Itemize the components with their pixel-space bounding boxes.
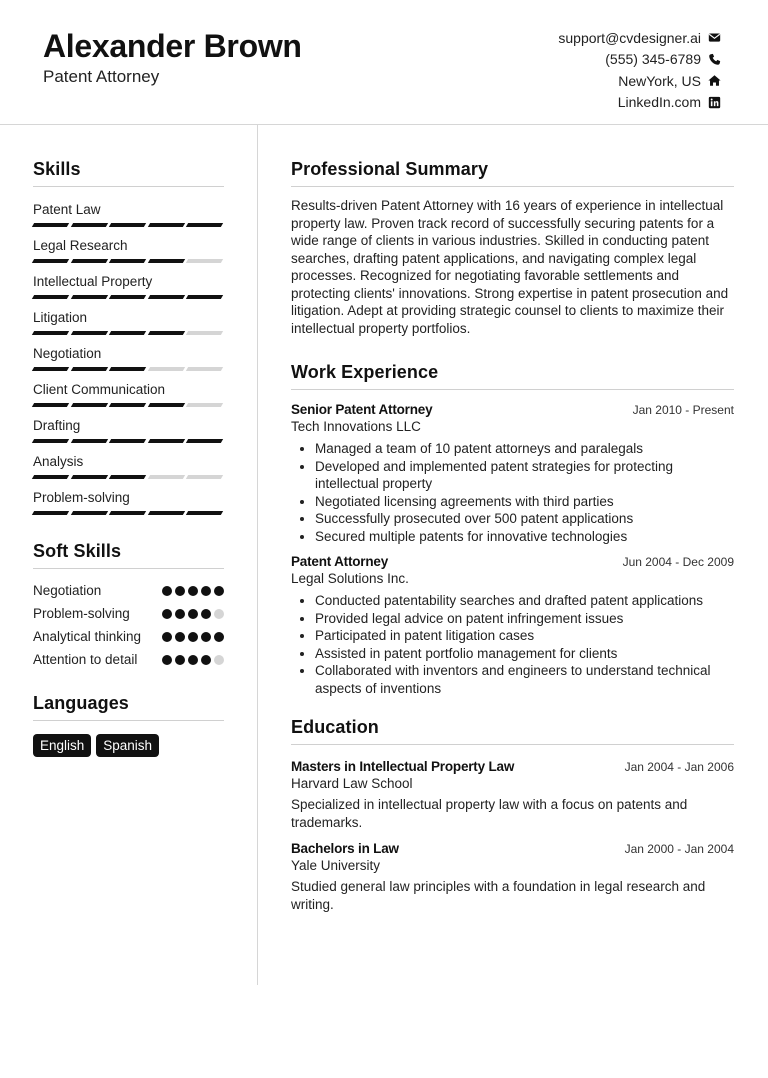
left-column (33, 125, 224, 757)
skill-level-segment (148, 439, 185, 443)
candidate-name: Alexander Brown (43, 28, 302, 64)
soft-skill-level-dot (214, 632, 224, 642)
skill-level-segment (32, 331, 69, 335)
skill-level-segment (70, 367, 107, 371)
contact-location (558, 70, 721, 92)
skill-level-bars (33, 439, 224, 443)
skill-level-bars (33, 295, 224, 299)
summary-section (291, 159, 734, 337)
soft-skill-level-dots (162, 609, 224, 619)
soft-skill-item (33, 605, 224, 623)
skill-level-segment (148, 259, 185, 263)
skill-name: Drafting (33, 418, 81, 433)
soft-skill-level-dot (175, 655, 185, 665)
language-badge: Spanish (96, 734, 159, 757)
right-column (291, 125, 734, 913)
skill-level-segment (186, 295, 223, 299)
work-section (291, 362, 734, 697)
skill-level-segment (70, 439, 107, 443)
education-header (291, 759, 734, 774)
skill-level-segment (32, 403, 69, 407)
soft-skill-level-dot (201, 609, 211, 619)
skill-level-segment (148, 295, 185, 299)
job-entry (291, 554, 734, 697)
skill-level-segment (109, 511, 146, 515)
job-date: Jan 2010 - Present (632, 403, 734, 417)
soft-skill-item (33, 651, 224, 669)
job-bullet: • Provided legal advice on patent infringement issues (315, 610, 734, 628)
job-bullets (291, 592, 734, 697)
skill-level-segment (148, 223, 185, 227)
skill-level-bars (33, 511, 224, 515)
job-entry (291, 402, 734, 545)
contact-linkedin[interactable] (558, 92, 721, 114)
skill-level-segment (32, 295, 69, 299)
education-school: Yale University (291, 858, 381, 873)
job-bullet: • Participated in patent litigation cases (315, 627, 734, 645)
skill-level-segment (148, 475, 185, 479)
job-bullet: • Developed and implemented patent strategies for protecting intellectual property (315, 458, 734, 493)
skill-name: Client Communication (33, 382, 166, 397)
skill-name: Litigation (33, 310, 88, 325)
job-company: Legal Solutions Inc. (291, 571, 409, 586)
education-description: Studied general law principles with a foundation in legal research and writing. (291, 879, 706, 912)
job-bullet: • Secured multiple patents for innovative technologies (315, 528, 734, 546)
soft-skill-level-dot (188, 586, 198, 596)
skill-level-segment (109, 223, 146, 227)
soft-skills-section (33, 541, 224, 669)
skill-name: Analysis (33, 454, 84, 469)
soft-skill-level-dot (175, 609, 185, 619)
education-degree: Bachelors in Law (291, 841, 399, 856)
skill-level-segment (32, 475, 69, 479)
linkedin-icon (707, 95, 721, 109)
job-header (291, 402, 734, 417)
skill-level-segment (109, 259, 146, 263)
skill-level-bars (33, 259, 224, 263)
skill-level-segment (70, 259, 107, 263)
skill-level-segment (148, 367, 185, 371)
skill-level-segment (186, 331, 223, 335)
soft-skill-level-dot (201, 655, 211, 665)
skills-list (33, 201, 224, 515)
job-title: Patent Attorney (43, 67, 160, 86)
contact-email[interactable] (558, 27, 721, 49)
skill-name: Legal Research (33, 238, 128, 253)
soft-skill-level-dot (201, 586, 211, 596)
education-section (291, 717, 734, 913)
soft-skill-level-dot (214, 586, 224, 596)
home-icon (707, 74, 721, 88)
education-date: Jan 2000 - Jan 2004 (624, 842, 734, 856)
skill-level-segment (109, 367, 146, 371)
skill-level-bars (33, 331, 224, 335)
education-entry (291, 841, 734, 913)
skill-level-bars (33, 475, 224, 479)
skill-item (33, 237, 224, 263)
skill-item (33, 489, 224, 515)
education-description: Specialized in intellectual property law with a focus on patents and trademarks. (291, 797, 688, 830)
job-bullet: • Managed a team of 10 patent attorneys and paralegals (315, 440, 734, 458)
skill-level-segment (109, 475, 146, 479)
skill-level-segment (109, 439, 146, 443)
contact-list (558, 27, 721, 113)
education-date: Jan 2004 - Jan 2006 (624, 760, 734, 774)
language-badge: English (33, 734, 91, 757)
skill-level-segment (70, 403, 107, 407)
skill-level-segment (70, 331, 107, 335)
contact-location-text: NewYork, US (618, 72, 701, 89)
skill-level-segment (186, 511, 223, 515)
skill-level-bars (33, 367, 224, 371)
soft-skill-level-dots (162, 655, 224, 665)
skill-level-segment (70, 223, 107, 227)
skill-level-segment (109, 403, 146, 407)
job-date: Jun 2004 - Dec 2009 (622, 555, 734, 569)
skill-level-segment (186, 475, 223, 479)
soft-skill-level-dot (214, 655, 224, 665)
soft-skill-name: Problem-solving (33, 606, 130, 621)
skill-level-segment (148, 331, 185, 335)
skills-heading: Skills (33, 159, 224, 187)
skill-level-segment (70, 295, 107, 299)
skill-level-segment (148, 511, 185, 515)
soft-skill-name: Analytical thinking (33, 629, 142, 644)
soft-skill-level-dot (188, 632, 198, 642)
column-divider (257, 125, 258, 985)
phone-icon (707, 52, 721, 66)
summary-text: Results-driven Patent Attorney with 16 years of experience in intellectual property law. Proven track record of successfully securing patents for a wide range of clients in various industries. Skilled in conducting patent searches, drafting patent applications, and navigating complex legal processes. Recognized for negotiating favorable settlements and protecting clients' innovations. Strong expertise in patent prosecution and litigation. Adept at providing strategic counsel to clients to maximize their intellectual property portfolios. (291, 198, 729, 336)
skill-level-segment (186, 403, 223, 407)
job-company: Tech Innovations LLC (291, 419, 421, 434)
job-bullets (291, 440, 734, 545)
skill-item (33, 381, 224, 407)
job-bullet: • Conducted patentability searches and drafted patent applications (315, 592, 734, 610)
languages-section (33, 693, 224, 757)
resume-header (0, 0, 768, 125)
skill-level-segment (186, 439, 223, 443)
skill-name: Negotiation (33, 346, 102, 361)
soft-skills-heading: Soft Skills (33, 541, 224, 569)
soft-skill-level-dot (188, 655, 198, 665)
skill-name: Patent Law (33, 202, 101, 217)
job-position: Senior Patent Attorney (291, 402, 433, 417)
skill-level-segment (32, 223, 69, 227)
envelope-icon (707, 31, 721, 45)
skills-section (33, 159, 224, 515)
skill-level-segment (109, 331, 146, 335)
job-bullet: • Negotiated licensing agreements with third parties (315, 493, 734, 511)
skill-level-segment (70, 475, 107, 479)
skill-item (33, 417, 224, 443)
education-entry (291, 759, 734, 831)
job-header (291, 554, 734, 569)
skill-level-segment (186, 259, 223, 263)
skill-level-segment (109, 295, 146, 299)
soft-skill-level-dot (201, 632, 211, 642)
soft-skill-level-dot (162, 655, 172, 665)
education-header (291, 841, 734, 856)
contact-email-text: support@cvdesigner.ai (558, 29, 701, 46)
languages-list (33, 734, 224, 757)
job-bullet: • Assisted in patent portfolio management for clients (315, 645, 734, 663)
skill-level-segment (70, 511, 107, 515)
summary-heading: Professional Summary (291, 159, 734, 187)
job-position: Patent Attorney (291, 554, 389, 569)
skill-level-bars (33, 223, 224, 227)
skill-level-segment (186, 367, 223, 371)
skill-item (33, 345, 224, 371)
skill-item (33, 201, 224, 227)
contact-phone-text: (555) 345-6789 (605, 51, 701, 68)
skill-level-segment (32, 511, 69, 515)
soft-skill-name: Negotiation (33, 583, 102, 598)
contact-linkedin-text: LinkedIn.com (617, 94, 701, 111)
education-degree: Masters in Intellectual Property Law (291, 759, 515, 774)
skill-item (33, 273, 224, 299)
skill-item (33, 453, 224, 479)
skill-level-segment (32, 439, 69, 443)
work-heading: Work Experience (291, 362, 734, 390)
skill-name: Problem-solving (33, 490, 130, 505)
skill-level-bars (33, 403, 224, 407)
soft-skill-level-dots (162, 632, 224, 642)
education-school: Harvard Law School (291, 776, 413, 791)
skill-level-segment (186, 223, 223, 227)
soft-skill-level-dot (175, 586, 185, 596)
education-heading: Education (291, 717, 734, 745)
soft-skill-level-dots (162, 586, 224, 596)
skill-level-segment (148, 403, 185, 407)
job-bullet: • Successfully prosecuted over 500 patent applications (315, 510, 734, 528)
soft-skills-list (33, 582, 224, 669)
skill-level-segment (32, 259, 69, 263)
skill-level-segment (32, 367, 69, 371)
job-bullet: • Collaborated with inventors and engineers to understand technical aspects of inventions (315, 662, 734, 697)
soft-skill-level-dot (188, 609, 198, 619)
soft-skill-item (33, 582, 224, 600)
soft-skill-level-dot (175, 632, 185, 642)
soft-skill-level-dot (214, 609, 224, 619)
contact-phone[interactable] (558, 49, 721, 71)
soft-skill-name: Attention to detail (33, 652, 138, 667)
languages-heading: Languages (33, 693, 224, 721)
skill-name: Intellectual Property (33, 274, 153, 289)
skill-item (33, 309, 224, 335)
soft-skill-level-dot (162, 609, 172, 619)
soft-skill-level-dot (162, 586, 172, 596)
soft-skill-item (33, 628, 224, 646)
soft-skill-level-dot (162, 632, 172, 642)
